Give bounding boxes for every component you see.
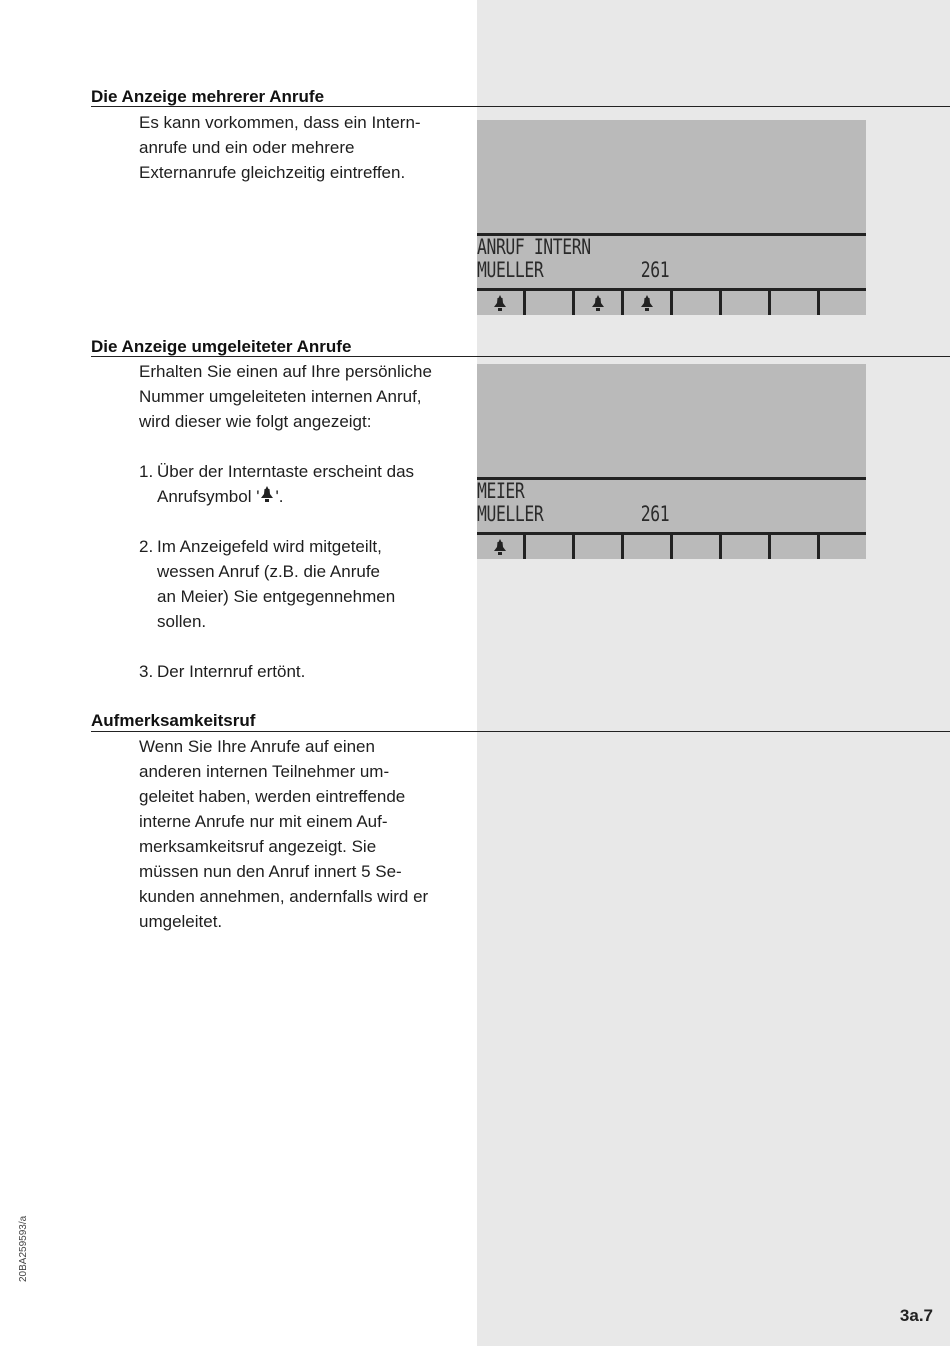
text-line: müssen nun den Anruf innert 5 Se- — [139, 862, 402, 881]
section-heading-attention-call: Aufmerksamkeitsruf — [91, 711, 256, 730]
lcd-softkeys — [477, 535, 866, 559]
list-item — [139, 459, 469, 509]
steps-list — [139, 459, 469, 709]
text-line: Es kann vorkommen, dass ein Intern- — [139, 113, 421, 132]
text-line: merksamkeitsruf angezeigt. Sie — [139, 837, 377, 856]
lcd-key-2[interactable] — [526, 535, 575, 559]
text-line: umgeleitet. — [139, 912, 223, 931]
section-heading-multiple-calls: Die Anzeige mehrerer Anrufe — [91, 87, 325, 106]
text-line: anderen internen Teilnehmer um- — [139, 762, 390, 781]
document-code: 20BA259593/a — [18, 1215, 29, 1282]
lcd-caller-name: MUELLER — [477, 502, 544, 526]
section-3-text — [139, 734, 469, 934]
text-line: Über der Interntaste erscheint das — [157, 462, 415, 481]
lcd-line-2 — [477, 503, 780, 526]
text-line: kunden annehmen, andernfalls wird er — [139, 887, 429, 906]
bell-icon — [259, 485, 275, 503]
lcd-display-multiple-calls — [477, 120, 866, 315]
lcd-line-2 — [477, 259, 780, 282]
lcd-caller-number: 261 — [640, 258, 670, 282]
bell-icon — [492, 294, 508, 312]
lcd-key-7[interactable] — [771, 535, 820, 559]
section-2-text — [139, 359, 469, 434]
lcd-softkeys — [477, 291, 866, 315]
bell-icon — [590, 294, 606, 312]
text-line: Der Internruf ertönt. — [157, 662, 306, 681]
lcd-key-2[interactable] — [526, 291, 575, 315]
lcd-key-1[interactable] — [477, 291, 526, 315]
lcd-key-7[interactable] — [771, 291, 820, 315]
lcd-key-4[interactable] — [624, 291, 673, 315]
lcd-key-5[interactable] — [673, 535, 722, 559]
text-line: sollen. — [157, 612, 207, 631]
section-rule — [91, 731, 950, 732]
section-rule — [91, 106, 950, 107]
lcd-key-3[interactable] — [575, 535, 624, 559]
text-line: wessen Anruf (z.B. die Anrufe — [157, 562, 381, 581]
lcd-line-1: ANRUF INTERN — [477, 235, 591, 259]
list-number: 1. — [139, 462, 154, 481]
page-number: 3a.7 — [899, 1306, 933, 1325]
text-line: '. — [275, 487, 284, 506]
section-rule — [91, 356, 950, 357]
bell-icon — [639, 294, 655, 312]
text-line: Externanrufe gleichzeitig eintreffen. — [139, 163, 406, 182]
lcd-display-redirected-call — [477, 364, 866, 559]
lcd-key-8[interactable] — [820, 535, 866, 559]
lcd-key-6[interactable] — [722, 291, 771, 315]
text-line: anrufe und ein oder mehrere — [139, 138, 355, 157]
lcd-key-3[interactable] — [575, 291, 624, 315]
list-item — [139, 659, 469, 684]
lcd-text — [477, 236, 780, 282]
lcd-key-4[interactable] — [624, 535, 673, 559]
text-line: geleitet haben, werden eintreffende — [139, 787, 406, 806]
text-line: wird dieser wie folgt angezeigt: — [139, 412, 372, 431]
lcd-text — [477, 480, 780, 526]
list-item — [139, 534, 469, 634]
lcd-line-1: MEIER — [477, 479, 525, 503]
text-line: Nummer umgeleiteten internen Anruf, — [139, 387, 422, 406]
lcd-key-8[interactable] — [820, 291, 866, 315]
text-line: Im Anzeigefeld wird mitgeteilt, — [157, 537, 382, 556]
lcd-caller-name: MUELLER — [477, 258, 544, 282]
list-number: 2. — [139, 537, 154, 556]
section-1-text — [139, 110, 469, 185]
lcd-key-1[interactable] — [477, 535, 526, 559]
lcd-key-6[interactable] — [722, 535, 771, 559]
lcd-caller-number: 261 — [640, 502, 670, 526]
bell-icon — [492, 538, 508, 556]
lcd-key-5[interactable] — [673, 291, 722, 315]
text-line: interne Anrufe nur mit einem Auf- — [139, 812, 388, 831]
text-line: Erhalten Sie einen auf Ihre persönliche — [139, 362, 432, 381]
text-line: an Meier) Sie entgegennehmen — [157, 587, 396, 606]
list-number: 3. — [139, 662, 154, 681]
section-heading-redirected-calls: Die Anzeige umgeleiteter Anrufe — [91, 337, 352, 356]
text-line: Anrufsymbol ' — [157, 487, 260, 506]
text-line: Wenn Sie Ihre Anrufe auf einen — [139, 737, 375, 756]
